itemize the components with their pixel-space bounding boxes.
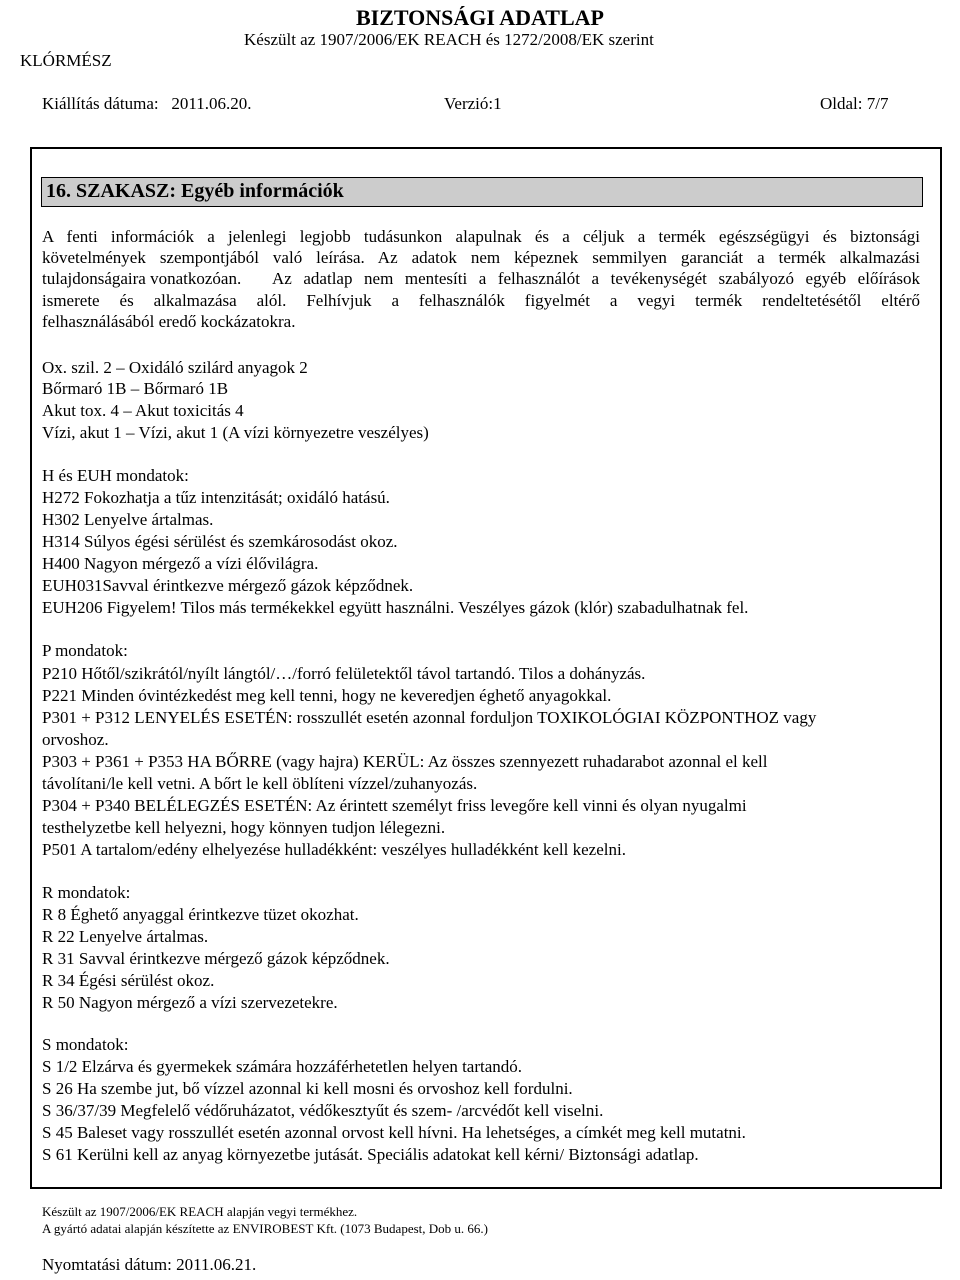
version: Verzió:1	[444, 94, 502, 113]
s-statement: S 45 Baleset vagy rosszullét esetén azonnal orvost kell hívni. Ha lehetséges, a címkét meg kell mutatni.	[42, 1123, 746, 1142]
section-title: 16. SZAKASZ: Egyéb információk	[46, 180, 344, 202]
p-statement: P501 A tartalom/edény elhelyezése hulladékként: veszélyes hulladékként kell kezelni.	[42, 840, 626, 859]
s-statement: S 1/2 Elzárva és gyermekek számára hozzáférhetetlen helyen tartandó.	[42, 1057, 523, 1076]
header-meta-row	[42, 94, 942, 118]
h-statement: H272 Fokozhatja a tűz intenzitását; oxidáló hatású.	[42, 488, 390, 507]
h-statement: EUH031Savval érintkezve mérgező gázok képződnek.	[42, 576, 414, 595]
s-statements-heading: S mondatok:	[42, 1035, 129, 1054]
classification-line: Bőrmaró 1B – Bőrmaró 1B	[42, 379, 229, 398]
p-statement: testhelyzetbe kell helyezni, hogy könnyen tudjon lélegezni.	[42, 818, 446, 837]
classification-line: Akut tox. 4 – Akut toxicitás 4	[42, 401, 244, 420]
r-statement: R 31 Savval érintkezve mérgező gázok képződnek.	[42, 949, 390, 968]
intro-line: tulajdonságaira vonatkozóan.	[42, 269, 242, 288]
intro-line: Az adatlap nem mentesíti a felhasználót a tevékenységét szabályozó egyéb előírások	[272, 269, 920, 288]
r-statement: R 50 Nagyon mérgező a vízi szervezetekre.	[42, 993, 338, 1012]
h-statement: H302 Lenyelve ártalmas.	[42, 510, 214, 529]
p-statement: távolítani/le kell vetni. A bőrt le kell öblíteni vízzel/zuhanyozás.	[42, 774, 478, 793]
p-statement: P303 + P361 + P353 HA BŐRRE (vagy hajra) KERÜL: Az összes szennyezett ruhadarabot azonnal el kell	[42, 752, 768, 771]
document-subtitle: Készült az 1907/2006/EK REACH és 1272/2008/EK szerint	[244, 30, 654, 49]
intro-line: felhasználásából eredő kockázatokra.	[42, 312, 296, 331]
p-statement: P304 + P340 BELÉLEGZÉS ESETÉN: Az érintett személyt friss levegőre kell vinni és olyan nyugalmi	[42, 796, 747, 815]
r-statement: R 22 Lenyelve ártalmas.	[42, 927, 209, 946]
section-header	[41, 177, 923, 207]
h-statements-heading: H és EUH mondatok:	[42, 466, 189, 485]
issue-date: Kiállítás dátuma: 2011.06.20.	[42, 94, 252, 113]
print-date: Nyomtatási dátum: 2011.06.21.	[42, 1255, 257, 1274]
r-statement: R 8 Éghető anyaggal érintkezve tüzet okozhat.	[42, 905, 359, 924]
p-statement: P221 Minden óvintézkedést meg kell tenni, hogy ne keveredjen éghető anyagokkal.	[42, 686, 612, 705]
product-name: KLÓRMÉSZ	[20, 51, 112, 70]
h-statement: H400 Nagyon mérgező a vízi élővilágra.	[42, 554, 319, 573]
p-statements-heading: P mondatok:	[42, 641, 128, 660]
s-statement: S 61 Kerülni kell az anyag környezetbe jutását. Speciális adatokat kell kérni/ Biztonsági adatlap.	[42, 1145, 699, 1164]
intro-line-composite	[42, 268, 920, 289]
h-statement: EUH206 Figyelem! Tilos más termékekkel együtt használni. Veszélyes gázok (klór) szabadulhatnak fel.	[42, 598, 749, 617]
p-statement: P210 Hőtől/szikrától/nyílt lángtól/…/forró felületektől távol tartandó. Tilos a dohányzás.	[42, 664, 646, 683]
h-statement: H314 Súlyos égési sérülést és szemkárosodást okoz.	[42, 532, 398, 551]
p-statement: orvoshoz.	[42, 730, 109, 749]
footer-reach-note: Készült az 1907/2006/EK REACH alapján vegyi termékhez.	[42, 1204, 358, 1219]
classification-line: Vízi, akut 1 – Vízi, akut 1 (A vízi környezetre veszélyes)	[42, 423, 429, 442]
document-title: BIZTONSÁGI ADATLAP	[356, 5, 604, 30]
s-statement: S 36/37/39 Megfelelő védőruházatot, védőkesztyűt és szem- /arcvédőt kell viselni.	[42, 1101, 604, 1120]
classification-line: Ox. szil. 2 – Oxidáló szilárd anyagok 2	[42, 358, 308, 377]
r-statements-heading: R mondatok:	[42, 883, 131, 902]
intro-line: ismerete és alkalmazása alól. Felhívjuk a felhasználók figyelmét a vegyi termék rendeltetésétől eltérő	[42, 291, 920, 310]
s-statement: S 26 Ha szembe jut, bő vízzel azonnal ki kell mosni és orvoshoz kell fordulni.	[42, 1079, 573, 1098]
intro-line: követelmények szempontjából való leírása. Az adatok nem képeznek semmilyen garanciát a termék alkalmazási	[42, 248, 920, 267]
p-statement: P301 + P312 LENYELÉS ESETÉN: rosszullét esetén azonnal forduljon TOXIKOLÓGIAI KÖZPONTHOZ vagy	[42, 708, 817, 727]
intro-line: A fenti információk a jelenlegi legjobb tudásunkon alapulnak és a céljuk a termék egészségügyi és biztonsági	[42, 227, 920, 246]
r-statement: R 34 Égési sérülést okoz.	[42, 971, 215, 990]
page-number: Oldal: 7/7	[820, 94, 889, 113]
footer-author-note: A gyártó adatai alapján készítette az ENVIROBEST Kft. (1073 Budapest, Dob u. 66.)	[42, 1221, 488, 1236]
